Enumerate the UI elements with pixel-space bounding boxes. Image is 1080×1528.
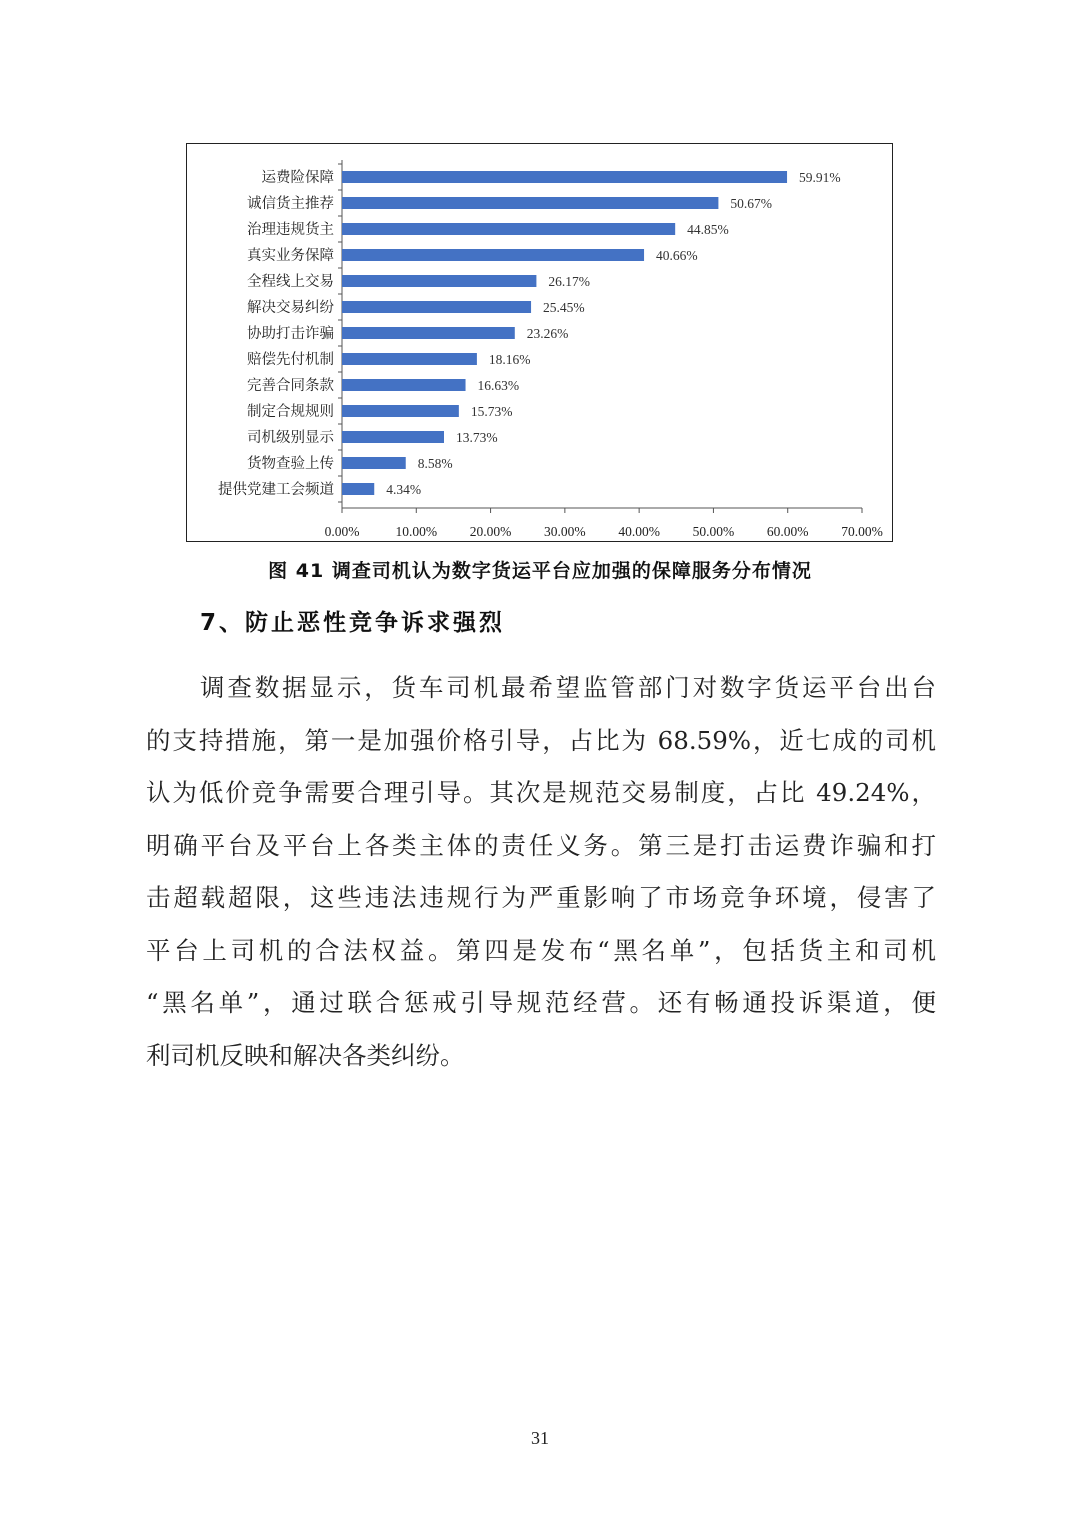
- category-label: 货物查验上传: [247, 456, 334, 472]
- category-label: 诚信货主推荐: [247, 196, 334, 212]
- category-label: 提供党建工会频道: [218, 482, 334, 498]
- bar: [342, 457, 406, 469]
- category-label: 全程线上交易: [247, 274, 334, 290]
- paragraph-line: 利司机反映和解决各类纠纷。: [146, 1041, 465, 1070]
- bar: [342, 405, 459, 417]
- paragraph-line: 认为低价竞争需要合理引导。其次是规范交易制度，占比 49.24%，: [146, 778, 936, 807]
- category-label: 运费险保障: [261, 170, 334, 186]
- category-label: 赔偿先付机制: [247, 352, 334, 368]
- bar: [342, 249, 644, 261]
- bar: [342, 301, 531, 313]
- chart-canvas: [187, 144, 894, 543]
- paragraph-line: 调查数据显示，货车司机最希望监管部门对数字货运平台出台: [200, 673, 936, 702]
- x-tick-label: 40.00%: [618, 524, 660, 539]
- x-tick-label: 20.00%: [469, 524, 512, 539]
- value-label: 4.34%: [386, 482, 422, 497]
- category-label: 司机级别显示: [247, 430, 334, 446]
- category-label: 制定合规规则: [247, 404, 334, 420]
- value-label: 18.16%: [488, 352, 531, 367]
- value-label: 8.58%: [417, 456, 453, 471]
- bar-chart: [186, 143, 893, 542]
- page-number: 31: [531, 1428, 549, 1448]
- x-tick-label: 10.00%: [395, 524, 438, 539]
- value-label: 44.85%: [687, 222, 729, 237]
- category-label: 真实业务保障: [247, 248, 334, 264]
- paragraph-line: 明确平台及平台上各类主体的责任义务。第三是打击运费诈骗和打: [146, 831, 936, 860]
- paragraph-line: 的支持措施，第一是加强价格引导，占比为 68.59%，近七成的司机: [146, 726, 936, 755]
- value-label: 15.73%: [470, 404, 513, 419]
- category-label: 协助打击诈骗: [247, 326, 334, 342]
- x-tick-label: 0.00%: [324, 524, 360, 539]
- value-label: 16.63%: [477, 378, 520, 393]
- x-tick-label: 30.00%: [544, 524, 586, 539]
- bar: [342, 275, 536, 287]
- value-label: 25.45%: [543, 300, 585, 315]
- value-label: 23.26%: [526, 326, 569, 341]
- bar: [342, 353, 477, 365]
- category-label: 解决交易纠纷: [247, 300, 334, 316]
- category-label: 完善合同条款: [247, 378, 334, 394]
- value-label: 40.66%: [656, 248, 698, 263]
- value-label: 50.67%: [730, 196, 773, 211]
- bar: [342, 197, 718, 209]
- bar: [342, 483, 374, 495]
- paragraph-line: 击超载超限，这些违法违规行为严重影响了市场竞争环境，侵害了: [146, 883, 936, 912]
- bar: [342, 431, 444, 443]
- value-label: 26.17%: [548, 274, 591, 289]
- x-tick-label: 60.00%: [766, 524, 809, 539]
- x-tick-label: 50.00%: [692, 524, 735, 539]
- bar: [342, 171, 787, 183]
- figure-caption: 图 41 调查司机认为数字货运平台应加强的保障服务分布情况: [268, 560, 812, 582]
- x-tick-label: 70.00%: [841, 524, 883, 539]
- value-label: 59.91%: [799, 170, 841, 185]
- bar: [342, 327, 515, 339]
- section-heading: 7、防止恶性竞争诉求强烈: [200, 610, 506, 636]
- category-label: 治理违规货主: [247, 222, 334, 238]
- value-label: 13.73%: [455, 430, 498, 445]
- paragraph-line: “黑名单”，通过联合惩戒引导规范经营。还有畅通投诉渠道，便: [146, 988, 936, 1017]
- bar: [342, 379, 466, 391]
- bar: [342, 223, 675, 235]
- paragraph-line: 平台上司机的合法权益。第四是发布“黑名单”，包括货主和司机: [146, 936, 936, 965]
